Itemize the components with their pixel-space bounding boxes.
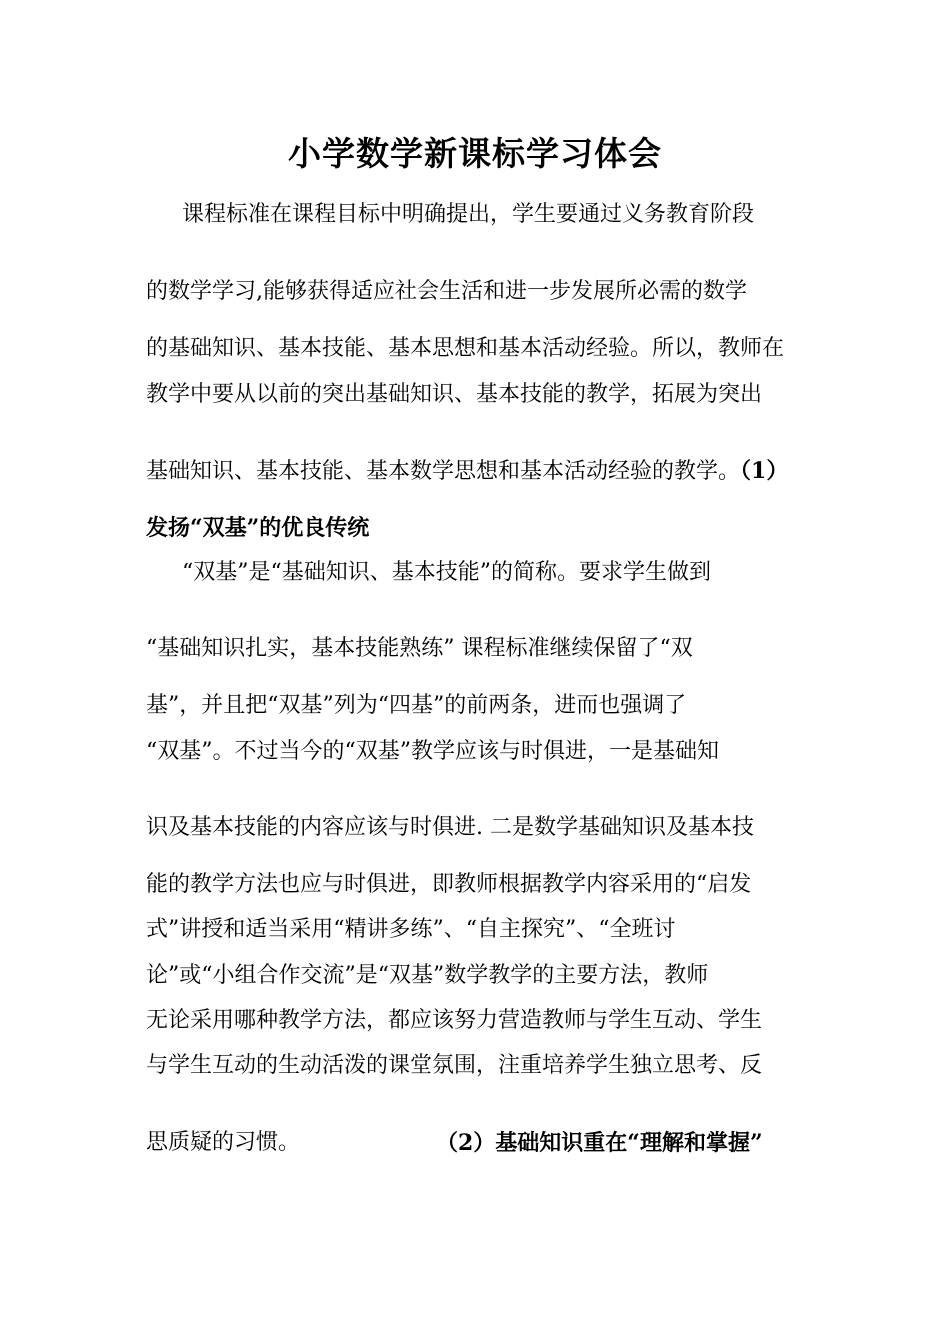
paragraph-line-16: 思质疑的习惯。 [146,1130,301,1155]
paragraph-line-6: “双基”是“基础知识、基本技能”的简称。要求学生做到 [182,560,711,585]
paragraph-line-12: 式”讲授和适当采用“精讲多练”、“自主探究”、“全班讨 [146,917,676,942]
paragraph-line-15: 与学生互动的生动活泼的课堂氛围，注重培养学生独立思考、反 [146,1053,763,1078]
page-title: 小学数学新课标学习体会 [288,134,662,173]
heading-1-text: 发扬“双基”的优良传统 [146,515,370,541]
heading-1-marker: （1） [740,458,789,484]
paragraph-line-5-text: 基础知识、基本技能、基本数学思想和基本活动经验的教学。 [146,459,741,484]
paragraph-line-3: 的基础知识、基本技能、基本思想和基本活动经验。所以，教师在 [146,336,785,361]
heading-2: （2）基础知识重在“理解和掌握” [436,1130,763,1156]
paragraph-line-2: 的数学学习,能够获得适应社会生活和进一步发展所必需的数学 [146,279,747,304]
paragraph-line-9: “双基”。不过当今的“双基”教学应该与时俱进，一是基础知 [146,739,719,764]
paragraph-line-13: 论”或“小组合作交流”是“双基”数学教学的主要方法，教师 [146,963,709,988]
paragraph-line-1: 课程标准在课程目标中明确提出，学生要通过义务教育阶段 [182,202,755,227]
paragraph-line-14: 无论采用哪种教学方法，都应该努力营造教师与学生互动、学生 [146,1008,763,1033]
paragraph-line-5 [146,456,788,487]
paragraph-line-10: 识及基本技能的内容应该与时俱进. 二是数学基础知识及基本技 [146,815,754,840]
paragraph-line-7: “基础知识扎实，基本技能熟练” 课程标准继续保留了“双 [146,636,693,661]
paragraph-line-11: 能的教学方法也应与时俱进，即教师根据教学内容采用的“启发 [146,872,752,897]
paragraph-line-4: 教学中要从以前的突出基础知识、基本技能的教学，拓展为突出 [146,382,763,407]
paragraph-line-8: 基”，并且把“双基”列为“四基”的前两条，进而也强调了 [146,693,687,718]
